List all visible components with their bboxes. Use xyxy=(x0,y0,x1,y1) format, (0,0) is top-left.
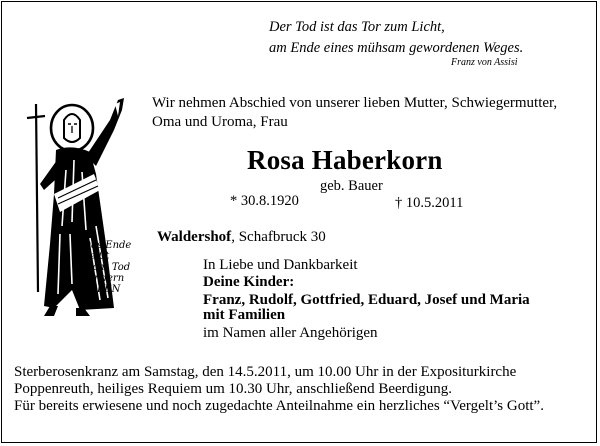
quote-line-1: Der Tod ist das Tor zum Licht, xyxy=(269,19,445,35)
figure-caption-line: nicht Tod xyxy=(83,262,131,273)
footer-line-2: Poppenreuth, heiliges Requiem um 10.30 Uhr, anschließend Beerdigung. xyxy=(14,381,453,397)
figure-caption xyxy=(83,240,131,295)
mourners-intro: In Liebe und Dankbarkeit xyxy=(203,257,358,273)
figure-caption-line: heißt xyxy=(83,251,110,262)
quote-author: Franz von Assisi xyxy=(451,57,518,68)
mourners-closing: im Namen aller Angehörigen xyxy=(203,325,378,341)
quote-line-2: am Ende eines mühsam gewordenen Weges. xyxy=(269,40,524,56)
footer-line-3: Für bereits erwiesene und noch zugedachte Anteilnahme ein herzliches “Vergelt’s Gott”. xyxy=(14,398,544,414)
location-address: , Schafbruck 30 xyxy=(231,229,326,245)
mourners-heading: Deine Kinder: xyxy=(203,274,295,290)
children-line-1: Franz, Rudolf, Gottfried, Eduard, Josef und Maria xyxy=(203,292,530,308)
deceased-name: Rosa Haberkorn xyxy=(247,145,443,175)
figure-caption-line: Das Ende xyxy=(83,240,132,251)
birth-date: * 30.8.1920 xyxy=(230,193,299,209)
intro-line-1: Wir nehmen Abschied von unserer lieben Mutter, Schwiegermutter, xyxy=(152,95,558,111)
figure-caption-line: LEBEN xyxy=(83,284,121,295)
figure-caption-line: sondern xyxy=(83,273,125,284)
death-date: † 10.5.2011 xyxy=(395,195,464,211)
location xyxy=(157,228,326,247)
maiden-name: geb. Bauer xyxy=(320,178,383,194)
children-line-2: mit Familien xyxy=(203,307,286,323)
footer-line-1: Sterberosenkranz am Samstag, den 14.5.2011, um 10.00 Uhr in der Expositurkirche xyxy=(14,364,517,380)
intro-line-2: Oma und Uroma, Frau xyxy=(152,114,288,130)
location-town: Waldershof xyxy=(157,229,232,245)
